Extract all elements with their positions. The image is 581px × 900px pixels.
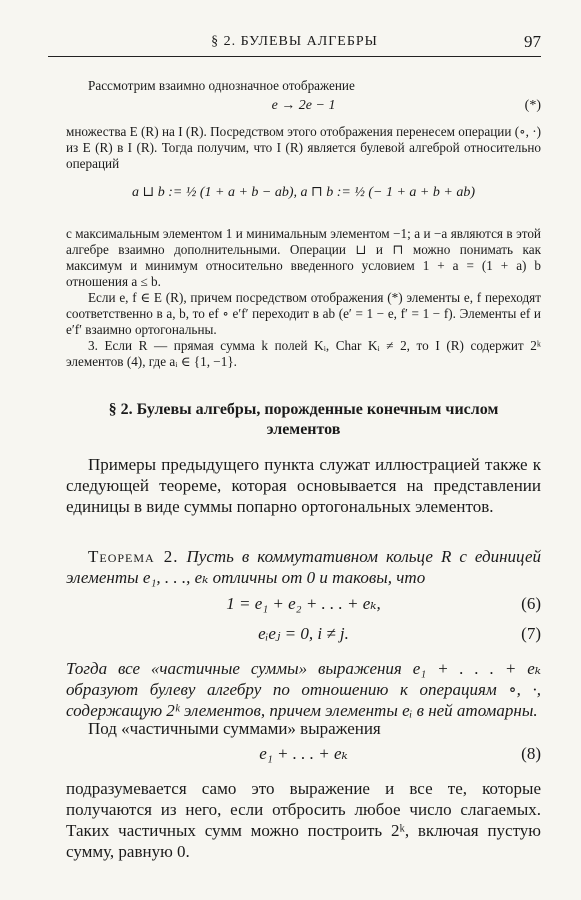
body-paragraph-3: подразумевается само это выражение и все те, которые получаются из него, если отбросить любое число слагаемых. Таких частичных сумм можно построить 2ᵏ, включая пустую сумму, равную 0. xyxy=(66,779,541,861)
equation-8-text: e₁ + . . . + eₖ xyxy=(259,744,348,763)
theorem xyxy=(66,546,541,588)
body-paragraph-1: Примеры предыдущего пункта служат иллюстрацией также к следующей теореме, которая основывается на представлении единицы в виде суммы попарно ортогональных элементов. xyxy=(66,455,541,516)
equation-6-number: (6) xyxy=(521,594,541,613)
partial-sums-intro xyxy=(66,718,541,739)
theorem-text: Пусть в коммутативном кольце R с единицей элементы e₁, . . ., eₖ отличны от 0 и таковы, что xyxy=(66,547,542,587)
section-heading xyxy=(66,400,541,440)
equation-8-number: (8) xyxy=(521,744,541,763)
paragraph-2: с максимальным элементом 1 и минимальным элементом −1; a и −a являются в этой алгебре взаимно дополнительными. Операции ⊔ и ⊓ можно понимать как максимум и минимум относительно введенного условием 1 + a = (1 + a) b отношения a ≤ b. xyxy=(66,226,541,289)
equation-7-text: eᵢeⱼ = 0, i ≠ j. xyxy=(258,624,349,643)
formula-map-text: e → 2e − 1 xyxy=(271,98,336,113)
paragraph-operations xyxy=(66,124,541,172)
header-title: § 2. БУЛЕВЫ АЛГЕБРЫ xyxy=(211,34,378,49)
page-number: 97 xyxy=(524,32,541,51)
running-header xyxy=(48,28,541,52)
body-paragraph-2: Под «частичными суммами» выражения xyxy=(88,719,381,738)
formula-map-number: (*) xyxy=(524,98,541,113)
header-rule xyxy=(48,56,541,57)
theorem-label: Теорема 2. xyxy=(88,547,179,566)
intro-paragraph xyxy=(66,454,541,517)
final-paragraph xyxy=(66,778,541,862)
paragraph-4: 3. Если R — прямая сумма k полей Kᵢ, Char Kᵢ ≠ 2, то I (R) содержит 2ᵏ элементов (4), где aᵢ ∈ {1, −1}. xyxy=(66,338,541,369)
section-heading-line2: элементов xyxy=(266,421,341,438)
theorem-conclusion xyxy=(66,658,541,721)
section-heading-line1: § 2. Булевы алгебры, порожденные конечным числом xyxy=(108,401,499,418)
paragraph-block xyxy=(66,226,541,370)
equation-7-number: (7) xyxy=(521,624,541,643)
equation-6-text: 1 = e₁ + e₂ + . . . + eₖ, xyxy=(226,594,381,613)
intro-line: Рассмотрим взаимно однозначное отображение xyxy=(88,78,355,93)
paragraph-1: множества E (R) на I (R). Посредством этого отображения перенесем операции (∘, ·) из E (R) в I (R). Тогда получим, что I (R) является булевой алгеброй относительно операций xyxy=(66,124,541,171)
paragraph-3: Если e, f ∈ E (R), причем посредством отображения (*) элементы e, f переходят соответственно в a, b, то ef ∘ e′f′ переходит в ab (e′ = 1 − e, f′ = 1 − f). Элементы ef и e′f′ взаимно ортогональны. xyxy=(66,290,541,337)
formula-ops-text: a ⊔ b := ½ (1 + a + b − ab), a ⊓ b := ½ (− 1 + a + b + ab) xyxy=(132,185,475,200)
intro-text xyxy=(66,78,541,94)
theorem-conclusion-text: Тогда все «частичные суммы» выражения e₁ + . . . + eₖ образуют булеву алгебру по отношению к операциям ∘, ·, содержащую 2ᵏ элементов, причем элементы eᵢ в ней атомарны. xyxy=(66,659,541,720)
